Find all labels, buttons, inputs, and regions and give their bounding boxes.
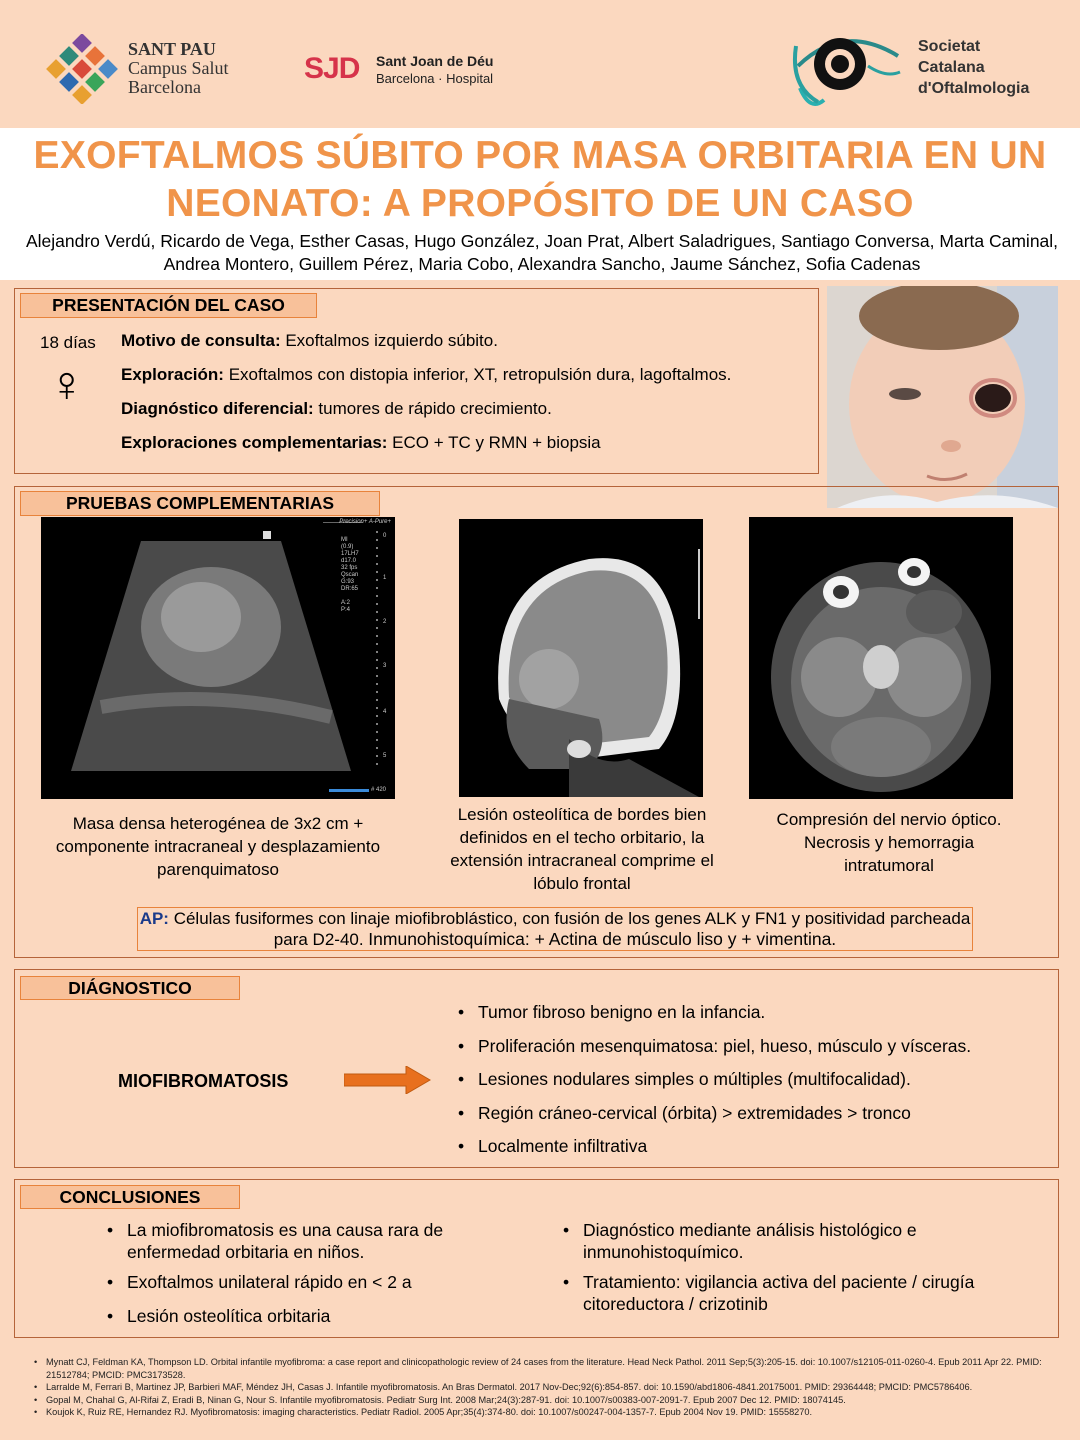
- us-bottom: # 420: [371, 787, 387, 793]
- us-tick-1: 1: [383, 575, 387, 581]
- diagnosis-bullet: • Proliferación mesenquimatosa: piel, hueso, músculo y vísceras.: [458, 1030, 1048, 1064]
- reference-item: • Gopal M, Chahal G, Al-Rifai Z, Eradi B, Ninan G, Nour S. Infantile myofibromatosis. Pediatr Surg Int. 2008 Mar;24(3):287-91. doi: 10.1007/s00383-007-2091-7. Epub 2007 Dec 12. PMID: 18074145.: [34, 1394, 1044, 1407]
- case-row-reason: Motivo de consulta: Exoftalmos izquierdo súbito.: [121, 331, 498, 350]
- diagnosis-bullet: • Región cráneo-cervical (órbita) > extremidades > tronco: [458, 1097, 1048, 1131]
- patient-photo: [827, 286, 1058, 508]
- case-row-differential: Diagnóstico diferencial: tumores de rápido crecimiento.: [121, 399, 552, 418]
- female-icon: ♀: [48, 356, 86, 412]
- ct-caption: Lesión osteolítica de bordes bien definidos en el techo orbitario, la extensión intracraneal comprime el lóbulo frontal: [450, 805, 714, 893]
- pathology-key: AP:: [139, 909, 169, 928]
- us-params: MI (0.9) 17LH7 d17.0 32 fps Qscan G:93 DR:65 A:2 P:4: [341, 537, 359, 613]
- conclusion-item: • Tratamiento: vigilancia activa del paciente / cirugía citoreductora / crizotinib: [563, 1271, 1043, 1315]
- conclusions-left: [107, 1219, 517, 1327]
- conclusion-item: • Diagnóstico mediante análisis histológico e inmunohistoquímico.: [563, 1219, 1043, 1263]
- patient-age: 18 días: [40, 333, 96, 352]
- pathology-ihq: Inmunohistoquímica: + Actina de músculo liso y + vimentina.: [368, 929, 837, 949]
- santpau-logo: [46, 34, 246, 104]
- conclusions-label: CONCLUSIONES: [20, 1185, 240, 1209]
- sjd-sub: Barcelona · Hospital: [376, 71, 494, 86]
- mri-caption: Compresión del nervio óptico. Necrosis y hemorragia intratumoral: [776, 810, 1002, 875]
- case-details: [121, 324, 811, 460]
- conclusion-item: • Exoftalmos unilateral rápido en < 2 a: [107, 1271, 517, 1293]
- sco-line2: Catalana: [918, 59, 985, 76]
- mri-image: [749, 517, 1013, 799]
- sjd-mark: SJD: [304, 52, 360, 85]
- case-row-tests: Exploraciones complementarias: ECO + TC y RMN + biopsia: [121, 433, 601, 452]
- diagnosis-label: DIÁGNOSTICO: [20, 976, 240, 1000]
- diagnosis-bullets: [458, 996, 1048, 1164]
- poster-title: [0, 132, 1080, 228]
- us-tick-0: 0: [383, 533, 387, 539]
- santpau-logo-icon: [46, 34, 118, 104]
- santpau-sub2: Barcelona: [128, 77, 201, 97]
- diagnosis-bullet: • Tumor fibroso benigno en la infancia.: [458, 996, 1048, 1030]
- sco-line3: d'Oftalmologia: [918, 80, 1030, 97]
- title-line-2: NEONATO: A PROPÓSITO DE UN CASO: [166, 182, 914, 225]
- ultrasound-caption: Masa densa heterogénea de 3x2 cm + componente intracraneal y desplazamiento parenquimatoso: [55, 814, 381, 879]
- reference-item: • Mynatt CJ, Feldman KA, Thompson LD. Orbital infantile myofibroma: a case report and clinicopathologic review of 24 cases from the literature. Head Neck Pathol. 2011 Sep;5(3):205-15. doi: 10.1007/s12105-011-0260-4. Epub 2011 Apr 22. PMID: 21512784; PMCID: PMC3173528.: [34, 1356, 1044, 1381]
- header: [0, 0, 1080, 128]
- us-tick-4: 4: [383, 709, 387, 715]
- eye-icon: [788, 26, 906, 110]
- reference-item: • Larralde M, Ferrari B, Martinez JP, Barbieri MAF, Méndez JH, Casas J. Infantile myofibromatosis. An Bras Dermatol. 2017 Nov-Dec;92(6):854-857. doi: 10.1590/abd1806-4841.20175001. PMID: 29364448; PMCID: PMC5786406.: [34, 1381, 1044, 1394]
- sjd-name: Sant Joan de Déu: [376, 53, 494, 69]
- tests-label: PRUEBAS COMPLEMENTARIAS: [20, 491, 380, 516]
- authors: Alejandro Verdú, Ricardo de Vega, Esther Casas, Hugo González, Joan Prat, Albert Saladrigues, Santiago Conversa, Marta Caminal, Andrea Montero, Guillem Pérez, Maria Cobo, Alexandra Sancho, Jaume Sánchez, Sofia Cadenas: [25, 231, 1059, 274]
- ultrasound-image: [41, 517, 395, 799]
- reference-item: • Koujok K, Ruiz RE, Hernandez RJ. Myofibromatosis: imaging characteristics. Pediatr Radiol. 2005 Apr;35(4):374-80. doi: 10.1007/s00247-004-1357-7. Epub 2004 Nov 19. PMID: 15558270.: [34, 1406, 1044, 1419]
- santpau-sub1: Campus Salut: [128, 58, 229, 78]
- us-tick-2: 2: [383, 619, 387, 625]
- title-line-1: EXOFTALMOS SÚBITO POR MASA ORBITARIA EN UN: [33, 134, 1047, 177]
- us-top-right: Precision+ A-Pure+: [339, 519, 391, 525]
- sjd-logo: [304, 50, 504, 90]
- conclusion-item: • Lesión osteolítica orbitaria: [107, 1305, 517, 1327]
- us-tick-3: 3: [383, 663, 387, 669]
- conclusion-item: • La miofibromatosis es una causa rara de enfermedad orbitaria en niños.: [107, 1219, 517, 1263]
- santpau-name: SANT PAU: [128, 39, 216, 59]
- pathology-text: Células fusiformes con linaje miofibroblástico, con fusión de los genes ALK y FN1 y positividad parcheada para D2-40.: [168, 909, 971, 949]
- ct-image: [459, 519, 703, 797]
- references: [34, 1356, 1044, 1419]
- diagnosis-bullet: • Lesiones nodulares simples o múltiples (multifocalidad).: [458, 1063, 1048, 1097]
- case-row-exam: Exploración: Exoftalmos con distopia inferior, XT, retropulsión dura, lagoftalmos.: [121, 365, 732, 384]
- sco-line1: Societat: [918, 38, 981, 55]
- diagnosis-name: MIOFIBROMATOSIS: [118, 1071, 289, 1091]
- conclusions-right: [563, 1219, 1043, 1315]
- us-tick-5: 5: [383, 753, 387, 759]
- arrow-right-icon: [344, 1066, 432, 1094]
- diagnosis-bullet: • Localmente infiltrativa: [458, 1130, 1048, 1164]
- pathology-box: [137, 907, 973, 951]
- sco-logo: [788, 26, 1058, 110]
- case-label: PRESENTACIÓN DEL CASO: [20, 293, 317, 318]
